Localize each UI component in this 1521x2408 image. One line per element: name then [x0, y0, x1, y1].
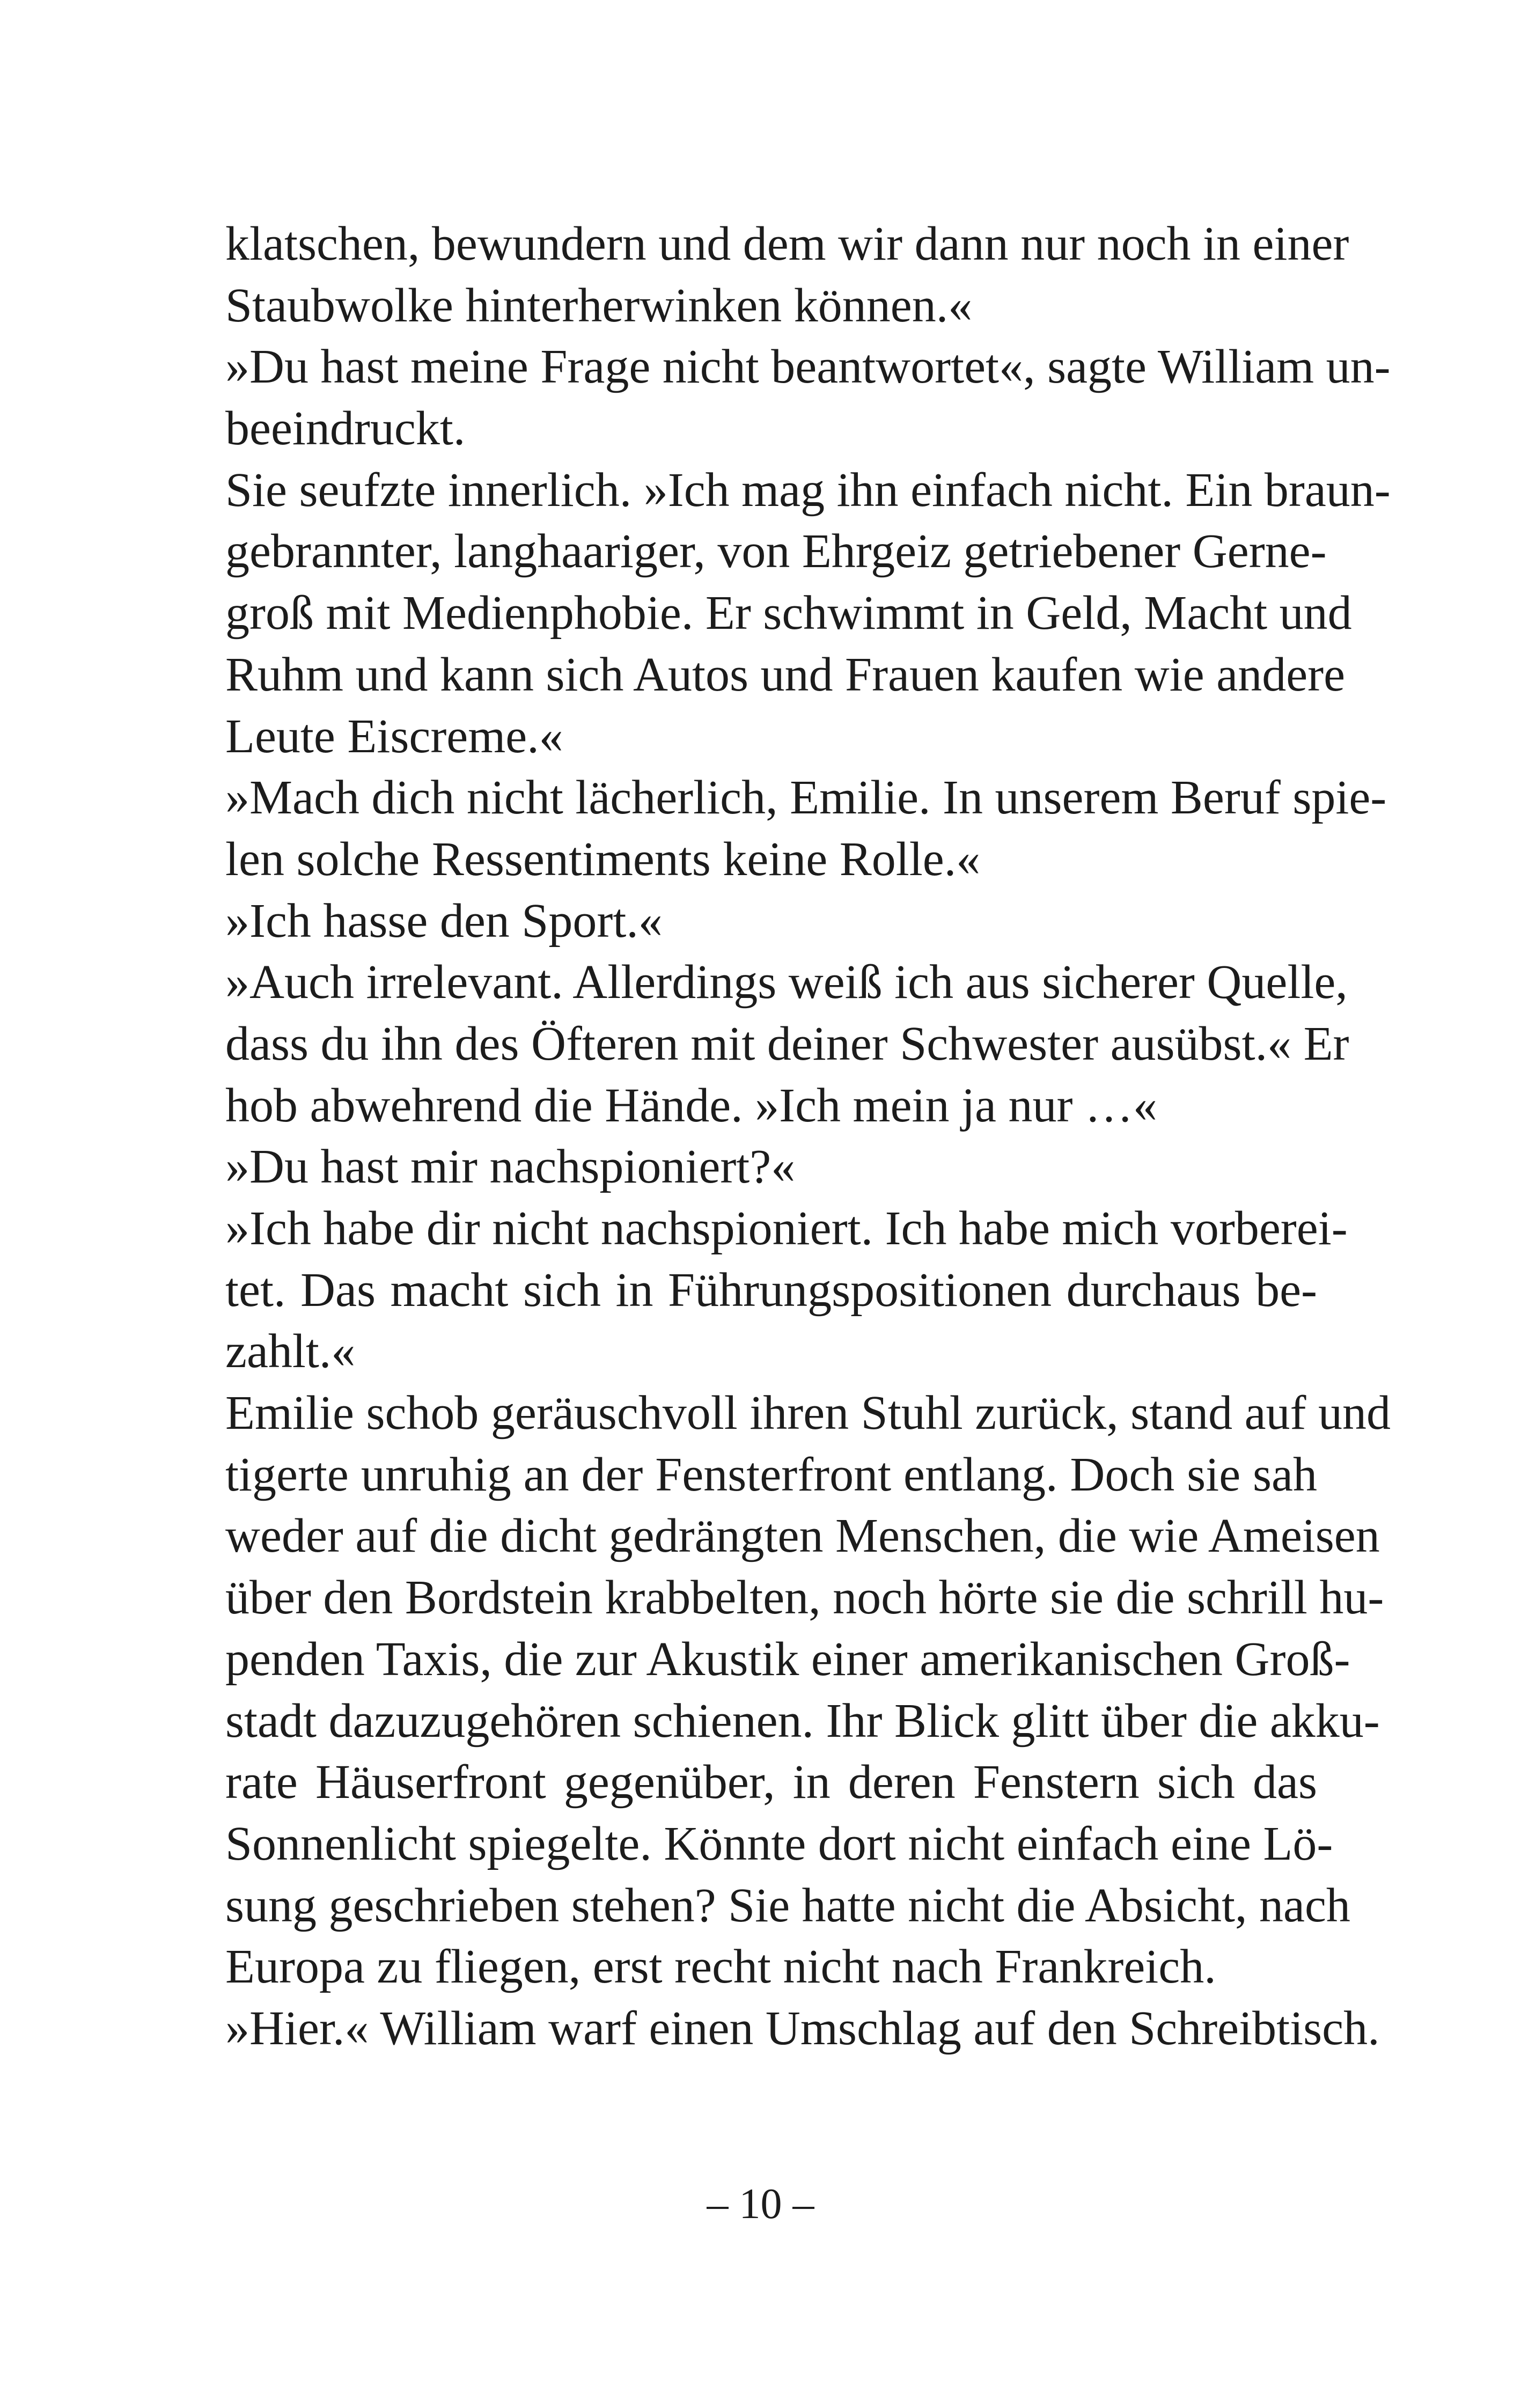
text-line: Ruhm und kann sich Autos und Frauen kaufen wie andere [225, 648, 1346, 701]
text-line: Sonnenlicht spiegelte. Könnte dort nicht einfach eine Lö- [225, 1817, 1333, 1870]
text-line: Leute Eiscreme.« [225, 709, 563, 763]
text-line: weder auf die dicht gedrängten Menschen, die wie Ameisen [225, 1509, 1380, 1563]
text-line: »Ich hasse den Sport.« [225, 894, 663, 948]
text-line: »Auch irrelevant. Allerdings weiß ich aus sicherer Quelle, [225, 956, 1348, 1009]
text-line: tigerte unruhig an der Fensterfront entlang. Doch sie sah [225, 1448, 1317, 1501]
text-line: »Mach dich nicht lächerlich, Emilie. In unserem Beruf spie- [225, 771, 1387, 825]
text-line: Staubwolke hinterherwinken können.« [225, 278, 973, 332]
text-line: tet. Das macht sich in Führungspositionen durchaus be- [225, 1263, 1317, 1317]
text-line: beeindruckt. [225, 402, 466, 456]
text-line: penden Taxis, die zur Akustik einer amerikanischen Groß- [225, 1632, 1350, 1686]
text-line: zahlt.« [225, 1325, 356, 1378]
text-line: Emilie schob geräuschvoll ihren Stuhl zurück, stand auf und [225, 1386, 1391, 1440]
text-line: Europa zu fliegen, erst recht nicht nach Frankreich. [225, 1940, 1216, 1994]
text-line: hob abwehrend die Hände. »Ich mein ja nur …« [225, 1078, 1157, 1132]
body-text [225, 214, 1391, 2060]
text-line: über den Bordstein krabbelten, noch hörte sie die schrill hu- [225, 1571, 1384, 1625]
text-line: gebrannter, langhaariger, von Ehrgeiz getriebener Gerne- [225, 525, 1327, 578]
text-line: klatschen, bewundern und dem wir dann nur noch in einer [225, 217, 1349, 270]
text-line: »Du hast mir nachspioniert?« [225, 1140, 796, 1194]
text-line: sung geschrieben stehen? Sie hatte nicht die Absicht, nach [225, 1878, 1350, 1932]
text-line: groß mit Medienphobie. Er schwimmt in Geld, Macht und [225, 586, 1352, 640]
text-line: »Ich habe dir nicht nachspioniert. Ich habe mich vorberei- [225, 1202, 1348, 1255]
text-line: Sie seufzte innerlich. »Ich mag ihn einfach nicht. Ein braun- [225, 463, 1391, 517]
text-line: stadt dazuzugehören schienen. Ihr Blick glitt über die akku- [225, 1694, 1380, 1748]
text-line: len solche Ressentiments keine Rolle.« [225, 832, 981, 886]
text-line: dass du ihn des Öfteren mit deiner Schwester ausübst.« Er [225, 1017, 1349, 1070]
text-line: rate Häuserfront gegenüber, in deren Fenstern sich das [225, 1756, 1317, 1809]
page-number: – 10 – [707, 2181, 814, 2228]
text-line: »Hier.« William warf einen Umschlag auf den Schreibtisch. [225, 2001, 1380, 2055]
text-line: »Du hast meine Frage nicht beantwortet«, sagte William un- [225, 340, 1391, 394]
